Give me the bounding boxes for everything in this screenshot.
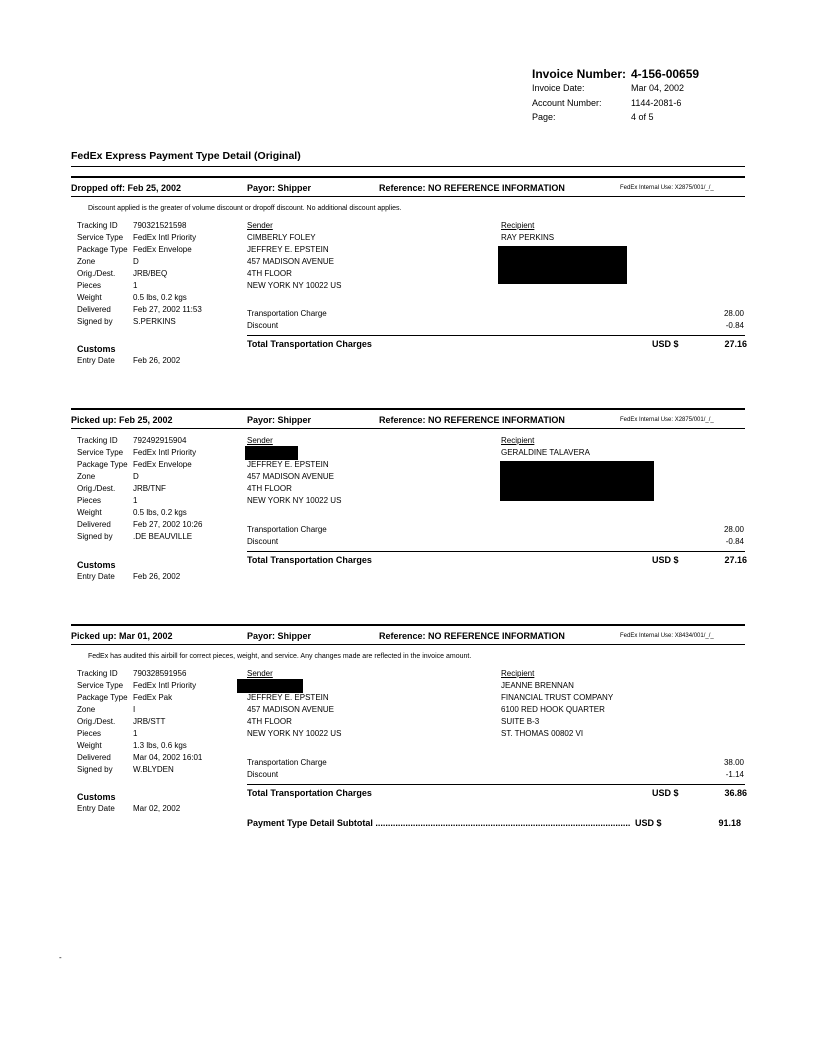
invoice-date-label: Invoice Date: bbox=[532, 83, 585, 93]
detail-labels: Tracking ID Service Type Package Type Zone Orig./Dest. Pieces Weight Delivered Signed by bbox=[77, 669, 128, 774]
detail-labels: Tracking ID Service Type Package Type Zone Orig./Dest. Pieces Weight Delivered Signed by bbox=[77, 221, 128, 326]
total-label: Total Transportation Charges bbox=[247, 555, 372, 565]
charge-values: 28.00 -0.84 bbox=[723, 309, 744, 330]
page-number: 4 of 5 bbox=[631, 112, 654, 122]
reference: Reference: NO REFERENCE INFORMATION bbox=[379, 631, 565, 641]
shipment-note: FedEx has audited this airbill for correct pieces, weight, and service. Any changes made are reflected in the invoice amount. bbox=[88, 653, 472, 660]
redaction-box bbox=[237, 679, 303, 693]
total-amount: 27.16 bbox=[724, 555, 747, 565]
entry-date: Mar 02, 2002 bbox=[133, 804, 181, 813]
section-rule-top bbox=[71, 408, 745, 410]
total-amount: 36.86 bbox=[724, 788, 747, 798]
shipment-header: Dropped off: Feb 25, 2002 bbox=[71, 183, 182, 193]
subtotal-amount: 91.18 bbox=[718, 818, 741, 828]
title-rule bbox=[71, 166, 745, 167]
total-rule bbox=[247, 551, 745, 552]
section-rule-bottom bbox=[71, 644, 745, 645]
section-rule-bottom bbox=[71, 196, 745, 197]
page-label: Page: bbox=[532, 112, 556, 122]
charge-labels: Transportation Charge Discount bbox=[247, 758, 327, 779]
account-number: 1144-2081-6 bbox=[631, 98, 682, 108]
invoice-date: Mar 04, 2002 bbox=[631, 83, 685, 93]
subtotal-currency: USD $ bbox=[635, 818, 662, 828]
internal-use: FedEx Internal Use: X2875/001/_/_ bbox=[620, 185, 714, 191]
shipment-header: Picked up: Mar 01, 2002 bbox=[71, 631, 173, 641]
internal-use: FedEx Internal Use: X8434/001/_/_ bbox=[620, 633, 714, 639]
charge-labels: Transportation Charge Discount bbox=[247, 525, 327, 546]
account-number-label: Account Number: bbox=[532, 98, 602, 108]
page-title: FedEx Express Payment Type Detail (Original) bbox=[71, 150, 301, 162]
internal-use: FedEx Internal Use: X2875/001/_/_ bbox=[620, 417, 714, 423]
detail-labels: Tracking ID Service Type Package Type Zone Orig./Dest. Pieces Weight Delivered Signed by bbox=[77, 436, 128, 541]
invoice-number: 4-156-00659 bbox=[631, 67, 700, 81]
charge-values: 38.00 -1.14 bbox=[723, 758, 744, 779]
tracking-id: 792492915904 bbox=[133, 436, 187, 445]
customs-label: Customs bbox=[77, 344, 116, 354]
sender-block: Sender JEFFREY E. EPSTEIN 457 MADISON AVENUE 4TH FLOOR NEW YORK NY 10022 US bbox=[247, 669, 342, 738]
section-rule-top bbox=[71, 624, 745, 626]
charge-labels: Transportation Charge Discount bbox=[247, 309, 327, 330]
redaction-box bbox=[245, 446, 298, 460]
recipient-block: Recipient JEANNE BRENNAN FINANCIAL TRUST COMPANY 6100 RED HOOK QUARTER SUITE B-3 ST. THOMAS 00802 VI bbox=[501, 669, 614, 738]
total-label: Total Transportation Charges bbox=[247, 788, 372, 798]
redaction-box bbox=[498, 246, 627, 284]
total-currency: USD $ bbox=[652, 555, 679, 565]
reference: Reference: NO REFERENCE INFORMATION bbox=[379, 183, 565, 193]
reference: Reference: NO REFERENCE INFORMATION bbox=[379, 415, 565, 425]
entry-date-label: Entry Date bbox=[77, 572, 115, 581]
detail-values: 790321521598 FedEx Intl Priority FedEx Envelope D JRB/BEQ 1 0.5 lbs, 0.2 kgs Feb 27, 2002 11:53 S.PERKINS bbox=[133, 221, 202, 326]
shipment-note: Discount applied is the greater of volume discount or dropoff discount. No additional discount applies. bbox=[88, 205, 402, 212]
customs-label: Customs bbox=[77, 792, 116, 802]
payor: Payor: Shipper bbox=[247, 415, 312, 425]
sender-block: Sender CIMBERLY FOLEY JEFFREY E. EPSTEIN 457 MADISON AVENUE 4TH FLOOR NEW YORK NY 10022 US bbox=[247, 221, 342, 290]
detail-values: 790328591956 FedEx Intl Priority FedEx Pak I JRB/STT 1 1.3 lbs, 0.6 kgs Mar 04, 2002 16:01 W.BLYDEN bbox=[133, 669, 203, 774]
entry-date-label: Entry Date bbox=[77, 804, 115, 813]
shipment-header: Picked up: Feb 25, 2002 bbox=[71, 415, 173, 425]
tracking-id: 790321521598 bbox=[133, 221, 187, 230]
section-rule-bottom bbox=[71, 428, 745, 429]
sender-block: Sender JEFFREY E. EPSTEIN 457 MADISON AVENUE 4TH FLOOR NEW YORK NY 10022 US bbox=[247, 436, 342, 505]
tracking-id: 790328591956 bbox=[133, 669, 187, 678]
total-currency: USD $ bbox=[652, 788, 679, 798]
invoice-number-label: Invoice Number: bbox=[532, 67, 627, 81]
total-rule bbox=[247, 784, 745, 785]
total-label: Total Transportation Charges bbox=[247, 339, 372, 349]
charge-values: 28.00 -0.84 bbox=[723, 525, 744, 546]
total-currency: USD $ bbox=[652, 339, 679, 349]
customs-label: Customs bbox=[77, 560, 116, 570]
recipient-block: Recipient GERALDINE TALAVERA bbox=[501, 436, 590, 457]
payor: Payor: Shipper bbox=[247, 183, 312, 193]
detail-values: 792492915904 FedEx Intl Priority FedEx Envelope D JRB/TNF 1 0.5 lbs, 0.2 kgs Feb 27, 2002 10:26 .DE BEAUVILLE bbox=[133, 436, 203, 541]
entry-date: Feb 26, 2002 bbox=[133, 572, 181, 581]
section-rule-top bbox=[71, 176, 745, 178]
total-amount: 27.16 bbox=[724, 339, 747, 349]
entry-date-label: Entry Date bbox=[77, 356, 115, 365]
redaction-box bbox=[500, 461, 654, 501]
footer-mark: - bbox=[59, 953, 62, 962]
entry-date: Feb 26, 2002 bbox=[133, 356, 181, 365]
subtotal-label: Payment Type Detail Subtotal ...................................................................................................... bbox=[247, 818, 631, 828]
total-rule bbox=[247, 335, 745, 336]
recipient-block: Recipient RAY PERKINS bbox=[501, 221, 555, 242]
payor: Payor: Shipper bbox=[247, 631, 312, 641]
